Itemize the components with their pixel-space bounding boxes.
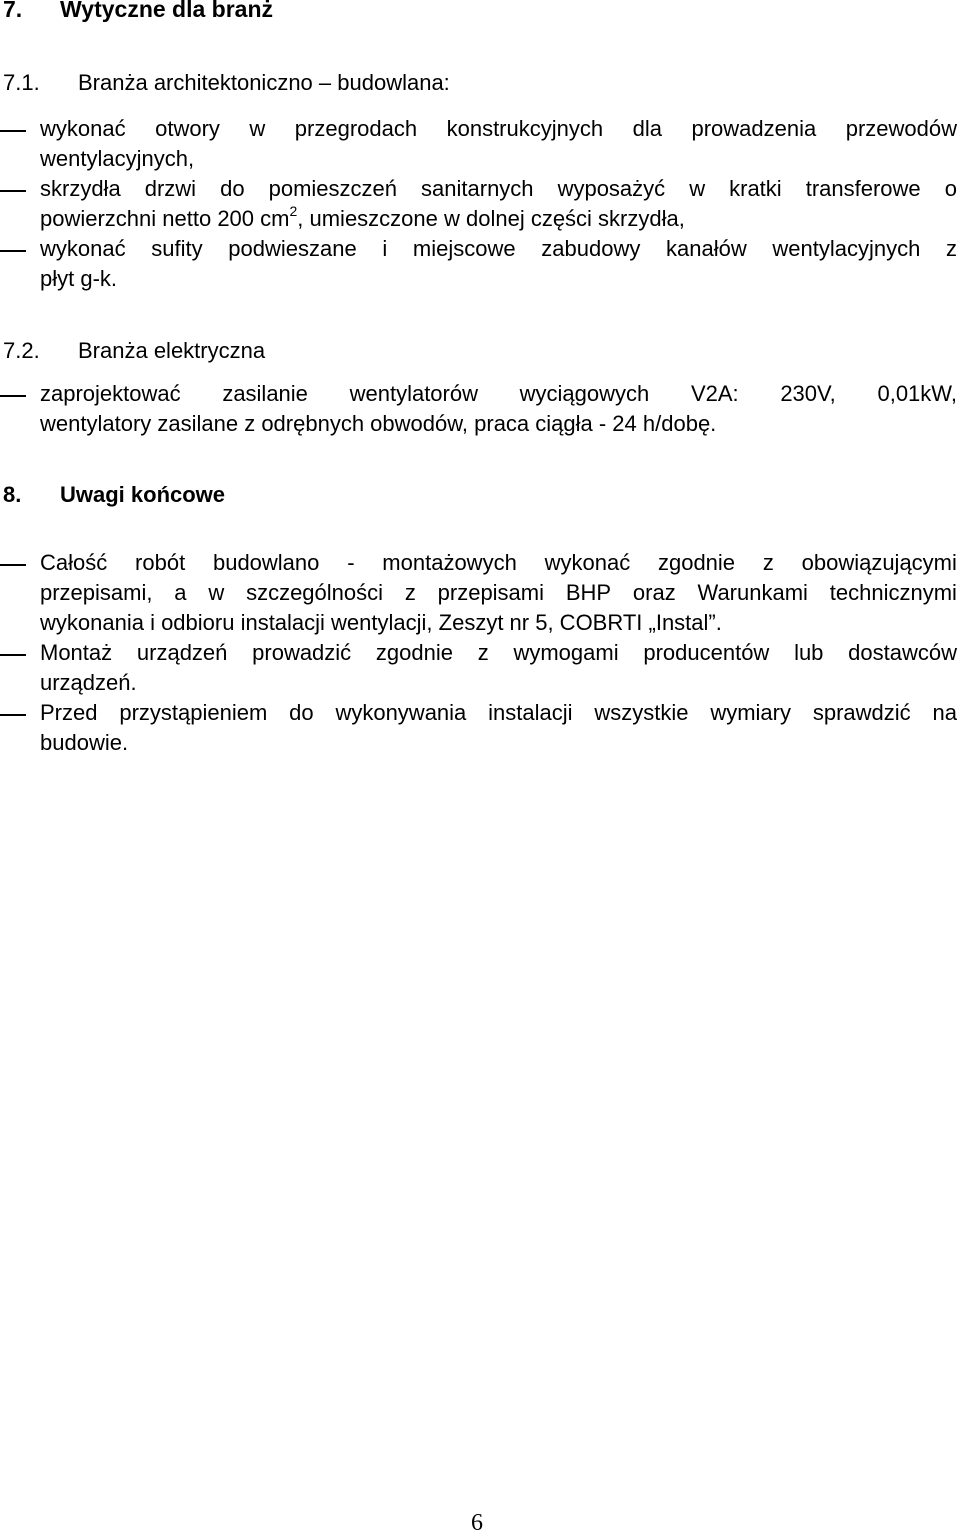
word: zgodnie	[657, 550, 736, 575]
section-title: Wytyczne dla branż	[60, 0, 274, 22]
word: o	[944, 176, 957, 201]
word: V2A:	[690, 381, 739, 406]
word: Całość	[40, 550, 108, 575]
item-text: płyt g-k.	[40, 266, 118, 291]
word: transferowe	[805, 176, 921, 201]
heading-section-7	[3, 0, 274, 23]
word: przegrodach	[294, 116, 418, 141]
word: wymogami	[513, 640, 619, 665]
word: sprawdzić	[812, 700, 911, 725]
word: pomieszczeń	[268, 176, 397, 201]
word: z	[945, 236, 957, 261]
item-line	[40, 381, 957, 407]
word: skrzydła	[40, 176, 121, 201]
word: montażowych	[382, 550, 517, 575]
item-text: budowie.	[40, 730, 129, 755]
item-text: wentylacyjnych,	[40, 146, 195, 171]
word: urządzeń	[136, 640, 228, 665]
item-line	[40, 550, 957, 576]
word: producentów	[643, 640, 770, 665]
section-number: 7.	[3, 0, 23, 22]
word: z	[404, 580, 416, 605]
word: drzwi	[144, 176, 197, 201]
item-line	[40, 116, 957, 142]
word: wyciągowych	[519, 381, 650, 406]
word: wykonać	[40, 236, 126, 261]
item-line	[40, 700, 957, 726]
item-line	[40, 670, 957, 696]
word: i	[382, 236, 388, 261]
section-number: 7.2.	[3, 338, 40, 363]
word: w	[208, 580, 225, 605]
word: wykonać	[40, 116, 126, 141]
item-line	[40, 202, 957, 232]
section-title: Branża elektryczna	[78, 338, 266, 363]
word: dostawców	[848, 640, 957, 665]
word: konstrukcyjnych	[446, 116, 604, 141]
word: Montaż	[40, 640, 113, 665]
section-title: Branża architektoniczno – budowlana:	[78, 70, 450, 95]
word: przepisami	[437, 580, 545, 605]
word: sufity	[151, 236, 203, 261]
item-line	[40, 176, 957, 202]
dash-bullet	[0, 654, 26, 656]
word: a	[174, 580, 187, 605]
dash-bullet	[0, 250, 26, 252]
item-text: wentylatory zasilane z odrębnych obwodów, praca ciągła - 24 h/dobę.	[40, 411, 717, 436]
word: lub	[794, 640, 824, 665]
word: wykonywania	[335, 700, 467, 725]
word: wszystkie	[594, 700, 689, 725]
section-number: 8.	[3, 482, 22, 507]
word: do	[289, 700, 314, 725]
word: wyposażyć	[557, 176, 666, 201]
item-text: , umieszczone w dolnej części skrzydła,	[297, 206, 685, 231]
word: przewodów	[845, 116, 957, 141]
word: na	[932, 700, 957, 725]
word: technicznymi	[829, 580, 957, 605]
heading-section-7-2	[3, 338, 266, 364]
dash-bullet	[0, 130, 26, 132]
item-text: powierzchni netto 200 cm	[40, 206, 290, 231]
word: budowlano	[212, 550, 320, 575]
item-text: urządzeń.	[40, 670, 137, 695]
item-line	[40, 610, 957, 636]
section-number: 7.1.	[3, 70, 40, 95]
word: z	[762, 550, 774, 575]
word: wentylacyjnych	[772, 236, 921, 261]
heading-section-7-1	[3, 70, 450, 96]
word: Przed	[40, 700, 98, 725]
dash-bullet	[0, 714, 26, 716]
word: prowadzenia	[691, 116, 817, 141]
word: kanałów	[666, 236, 747, 261]
word: dla	[632, 116, 662, 141]
word: zgodnie	[375, 640, 453, 665]
word: oraz	[632, 580, 676, 605]
word: BHP	[565, 580, 612, 605]
word: kratki	[729, 176, 782, 201]
item-line	[40, 411, 957, 437]
word: obowiązującymi	[801, 550, 957, 575]
word: zasilanie	[222, 381, 308, 406]
dash-bullet	[0, 395, 26, 397]
word: przystąpieniem	[119, 700, 268, 725]
section-title: Uwagi końcowe	[60, 482, 226, 507]
word: otwory	[155, 116, 220, 141]
heading-section-8	[3, 482, 226, 508]
superscript: 2	[289, 202, 298, 219]
word: miejscowe	[412, 236, 516, 261]
word: w	[249, 116, 266, 141]
item-line	[40, 146, 957, 172]
item-line	[40, 266, 957, 292]
word: sanitarnych	[421, 176, 534, 201]
word: do	[220, 176, 245, 201]
word: wymiary	[710, 700, 791, 725]
page-number: 6	[471, 1510, 483, 1536]
word: 230V,	[780, 381, 836, 406]
item-line	[40, 580, 957, 606]
word: zabudowy	[541, 236, 641, 261]
word: podwieszane	[228, 236, 357, 261]
word: szczególności	[246, 580, 384, 605]
item-line	[40, 640, 957, 666]
dash-bullet	[0, 564, 26, 566]
dash-bullet	[0, 190, 26, 192]
word: z	[477, 640, 489, 665]
item-text: wykonania i odbioru instalacji wentylacji, Zeszyt nr 5, COBRTI „Instal”.	[40, 610, 722, 635]
word: w	[689, 176, 706, 201]
word: wykonać	[544, 550, 631, 575]
word: instalacji	[488, 700, 573, 725]
word: wentylatorów	[349, 381, 478, 406]
word: -	[347, 550, 355, 575]
item-line	[40, 236, 957, 262]
word: robót	[135, 550, 186, 575]
item-line	[40, 730, 957, 756]
word: zaprojektować	[40, 381, 181, 406]
word: prowadzić	[252, 640, 352, 665]
word: Warunkami	[697, 580, 808, 605]
word: 0,01kW,	[877, 381, 957, 406]
word: przepisami,	[40, 580, 153, 605]
